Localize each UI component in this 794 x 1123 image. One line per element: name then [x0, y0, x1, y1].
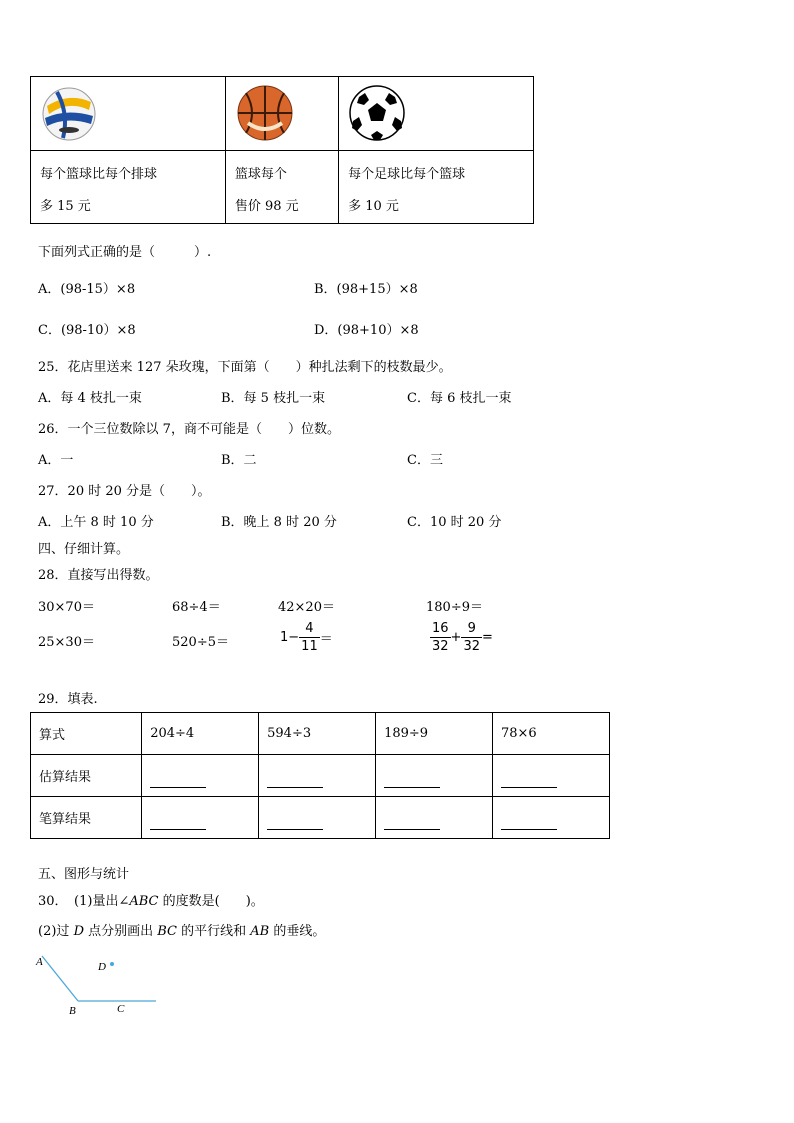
answer-blank [384, 815, 440, 830]
ray-ba [42, 956, 78, 1001]
question-27-stem: 27．20 时 20 分是（ ）。 [38, 484, 211, 499]
calc-item: 180÷9＝ [426, 600, 483, 615]
answer-blank-cell[interactable] [376, 755, 493, 797]
fraction-expression-2: $\frac{16}{32}$ + $\frac{9}{32}$ = [432, 621, 493, 654]
label-b: B [69, 1005, 76, 1017]
question-27-option-b[interactable]: B．晚上 8 时 20 分 [221, 515, 337, 530]
calc-item: 42×20＝ [278, 600, 335, 615]
answer-blank [501, 815, 557, 830]
question-24-stem: 下面列式正确的是（ ）. [38, 245, 212, 260]
question-24-option-c[interactable]: C．(98-10）×8 [38, 323, 136, 338]
answer-blank-cell[interactable] [493, 797, 610, 839]
answer-blank-cell[interactable] [142, 755, 259, 797]
question-27-option-a[interactable]: A．上午 8 时 10 分 [38, 515, 154, 530]
answer-blank-cell[interactable] [142, 797, 259, 839]
question-25-stem: 25．花店里送来 127 朵玫瑰，下面第（ ）种扎法剩下的枝数最少。 [38, 360, 452, 375]
volleyball-icon [39, 84, 99, 144]
question-30-part-1: 30． (1)量出∠ABC 的度数是( )。 [38, 894, 264, 909]
question-28-stem: 28．直接写出得数。 [38, 568, 159, 583]
answer-blank-cell[interactable] [493, 755, 610, 797]
label-d: D [98, 961, 106, 973]
answer-blank [150, 815, 206, 830]
soccer-ball-cell [339, 77, 534, 151]
calc-item: 25×30＝ [38, 635, 95, 650]
answer-blank-cell[interactable] [376, 797, 493, 839]
question-25-option-b[interactable]: B．每 5 枝扎一束 [221, 391, 326, 406]
fraction-expression-1: 1− $\frac{4}{11}$ ＝ [280, 621, 333, 654]
angle-figure [30, 948, 170, 1020]
row-label: 估算结果 [31, 755, 142, 797]
soccer-ball-icon [347, 83, 407, 143]
label-a: A [36, 956, 43, 968]
table-header-cell: 204÷4 [142, 713, 259, 755]
question-25-option-a[interactable]: A．每 4 枝扎一束 [38, 391, 142, 406]
soccer-vs-basketball-text: 每个足球比每个篮球 多 10 元 [339, 151, 534, 224]
table-header-cell: 算式 [31, 713, 142, 755]
question-30-part-2: (2)过 D 点分别画出 BC 的平行线和 AB 的垂线。 [38, 924, 326, 939]
basketball-vs-volleyball-text: 每个篮球比每个排球 多 15 元 [31, 151, 226, 224]
question-25-option-c[interactable]: C．每 6 枝扎一束 [407, 391, 512, 406]
answer-blank [267, 773, 323, 788]
answer-blank-cell[interactable] [259, 755, 376, 797]
question-24-option-d[interactable]: D．(98+10）×8 [314, 323, 419, 338]
table-row [31, 713, 610, 755]
question-29-stem: 29．填表. [38, 692, 98, 707]
question-27-option-c[interactable]: C．10 时 20 分 [407, 515, 502, 530]
question-26-option-b[interactable]: B．二 [221, 453, 257, 468]
answer-blank [150, 773, 206, 788]
ball-price-table [30, 76, 534, 224]
label-c: C [117, 1003, 125, 1015]
table-header-cell: 594÷3 [259, 713, 376, 755]
volleyball-cell [31, 77, 226, 151]
question-26-option-a[interactable]: A．一 [38, 453, 74, 468]
fraction: $\frac{16}{32}$ [432, 621, 449, 654]
basketball-cell [225, 77, 338, 151]
fraction: $\frac{4}{11}$ [301, 621, 318, 654]
section-4-title: 四、仔细计算。 [38, 542, 130, 557]
estimate-table [30, 712, 610, 839]
table-row [31, 797, 610, 839]
table-header-cell: 78×6 [493, 713, 610, 755]
row-label: 笔算结果 [31, 797, 142, 839]
point-d [110, 962, 114, 966]
calc-item: 520÷5＝ [172, 635, 229, 650]
section-5-title: 五、图形与统计 [38, 867, 130, 882]
question-26-option-c[interactable]: C．三 [407, 453, 443, 468]
basketball-icon [234, 83, 296, 143]
question-24-option-a[interactable]: A．(98-15）×8 [38, 282, 136, 297]
table-header-cell: 189÷9 [376, 713, 493, 755]
answer-blank [384, 773, 440, 788]
answer-blank-cell[interactable] [259, 797, 376, 839]
table-row [31, 755, 610, 797]
answer-blank [267, 815, 323, 830]
basketball-price-text: 篮球每个 售价 98 元 [225, 151, 338, 224]
calc-item: 68÷4＝ [172, 600, 221, 615]
question-26-stem: 26．一个三位数除以 7，商不可能是（ ）位数。 [38, 422, 340, 437]
fraction: $\frac{9}{32}$ [463, 621, 480, 654]
answer-blank [501, 773, 557, 788]
calc-item: 30×70＝ [38, 600, 95, 615]
question-24-option-b[interactable]: B．(98+15）×8 [314, 282, 418, 297]
